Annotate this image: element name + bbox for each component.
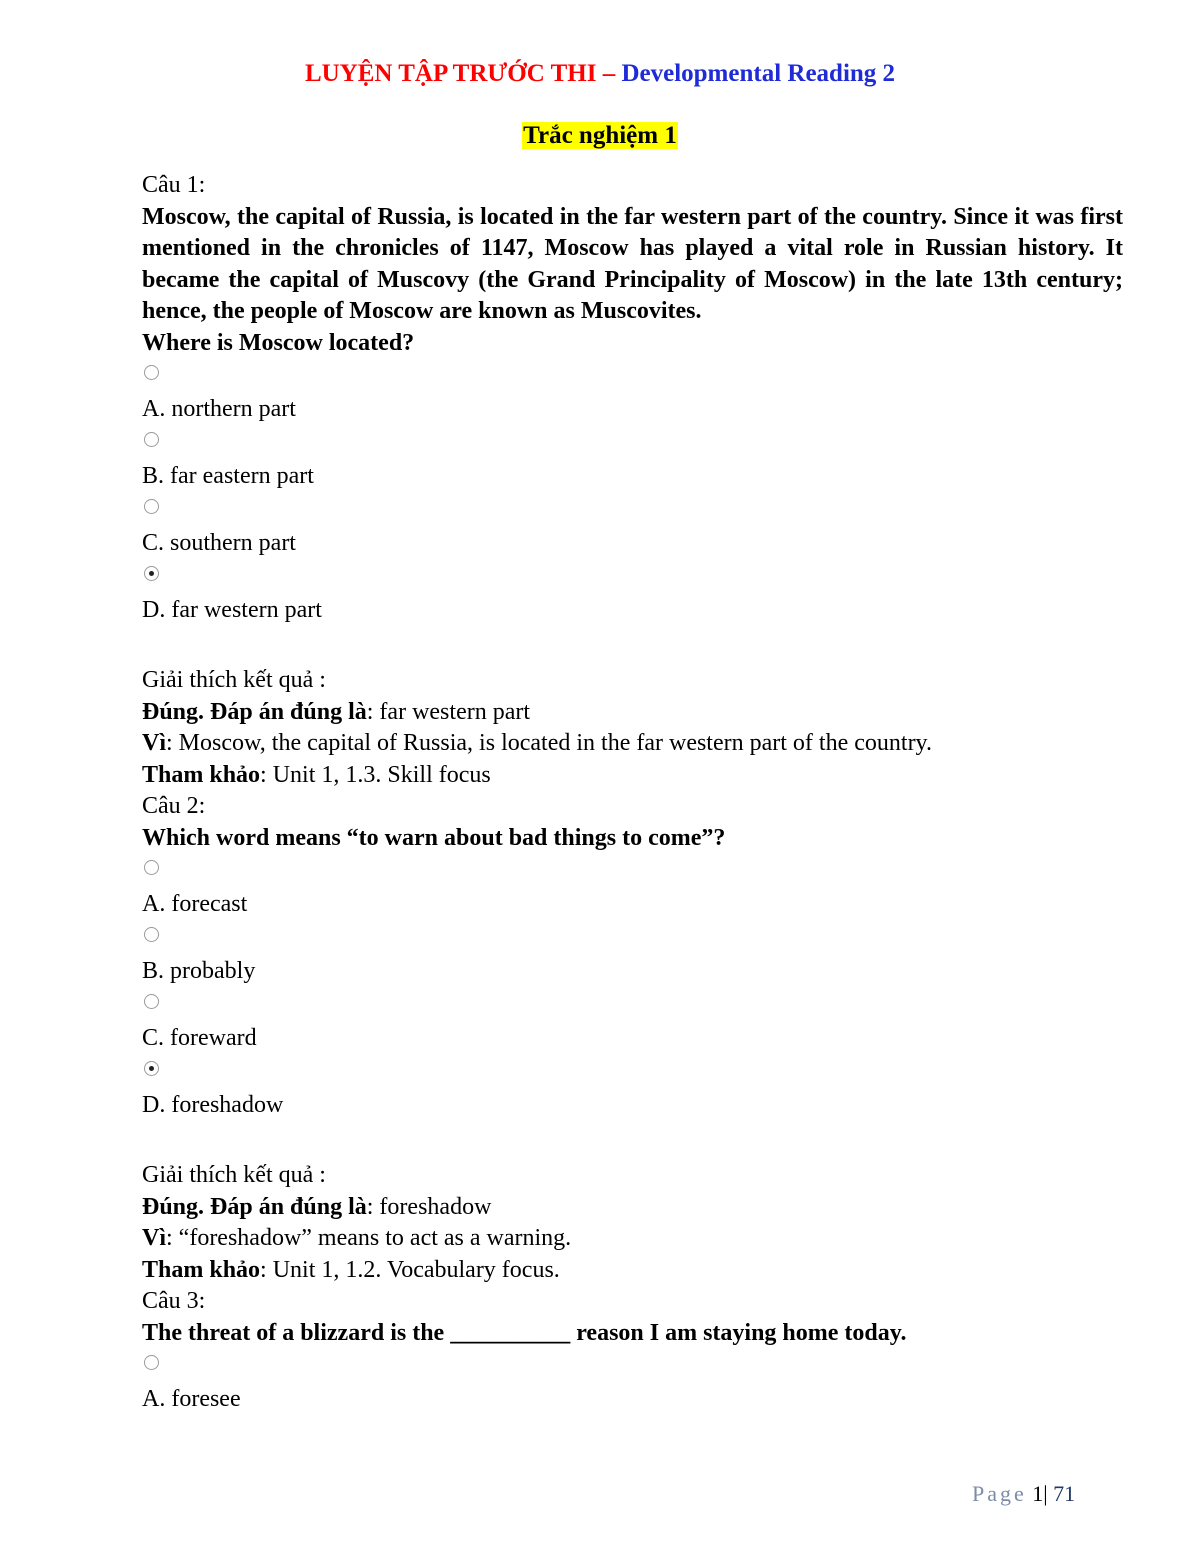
q2-reference [142,1255,1123,1287]
reference-value: : Unit 1, 1.2. Vocabulary focus. [260,1256,560,1283]
radio-button[interactable] [144,994,159,1009]
question-1-label: Câu 1: [142,172,206,198]
q2-correct-answer [142,1192,1123,1224]
radio-button[interactable] [144,860,159,875]
q2-option-d-radio-row [142,1055,1123,1090]
page-footer [972,1480,1075,1508]
correct-answer-label: Đúng. Đáp án đúng là [142,1193,367,1220]
quiz-subtitle [0,120,1200,152]
reason-label: Vì [142,1225,166,1251]
radio-button[interactable] [144,927,159,942]
page-separator: | [1043,1481,1048,1506]
question-1-passage: Moscow, the capital of Russia, is located in the far western part of the country. Since it was first mentioned in the chronicles of 1147, Moscow has played a vital role in Russian history. It became the capital of Muscovy (the Grand Principality of Moscow) in the late 13th century; hence, the people of Moscow are known as Muscovites. [142,203,1123,324]
question-3-text: The threat of a blizzard is the __________ reason I am staying home today. [142,1319,907,1346]
radio-button-selected[interactable] [144,1061,159,1076]
q2-reason [142,1223,1123,1255]
correct-answer-value: : far western part [366,698,531,725]
radio-button[interactable] [144,1355,159,1370]
question-3-label: Câu 3: [142,1288,206,1314]
reference-label: Tham khảo [142,1256,261,1283]
reason-value: : Moscow, the capital of Russia, is located in the far western part of the country. [166,730,932,756]
radio-button[interactable] [144,432,159,447]
question-2-label: Câu 2: [142,793,206,819]
q1-option-a: A. northern part [142,396,296,422]
q2-option-b: B. probably [142,958,256,984]
q1-option-b-radio-row [142,426,1123,461]
reason-value: : “foreshadow” means to act as a warning. [166,1225,572,1251]
correct-answer-label: Đúng. Đáp án đúng là [142,698,367,725]
q1-option-c-radio-row [142,493,1123,528]
q1-option-b: B. far eastern part [142,463,314,489]
page-word: Page [972,1481,1027,1506]
q2-option-b-radio-row [142,921,1123,956]
q1-reference [142,760,1123,792]
radio-button[interactable] [144,365,159,380]
q3-option-a: A. foresee [142,1386,241,1412]
q1-option-d: D. far western part [142,597,322,623]
radio-button[interactable] [144,499,159,514]
q2-option-c-radio-row [142,988,1123,1023]
q1-option-c: C. southern part [142,530,296,556]
correct-answer-value: : foreshadow [366,1193,492,1220]
reference-value: : Unit 1, 1.3. Skill focus [260,761,491,788]
reason-label: Vì [142,730,166,756]
quiz-content [142,170,1123,1416]
q1-option-a-radio-row [142,359,1123,394]
document-title [0,58,1200,90]
q2-option-a: A. forecast [142,891,248,917]
subtitle-highlight: Trắc nghiệm 1 [523,122,677,149]
question-2-text: Which word means “to warn about bad things to come”? [142,824,726,851]
q1-reason [142,728,1123,760]
radio-button-selected[interactable] [144,566,159,581]
q1-correct-answer [142,697,1123,729]
q1-option-d-radio-row [142,560,1123,595]
title-course: Developmental Reading 2 [621,60,896,87]
q2-option-a-radio-row [142,854,1123,889]
title-vietnamese: LUYỆN TẬP TRƯỚC THI – [304,60,616,87]
q3-option-a-radio-row [142,1349,1123,1384]
page-total: 71 [1053,1481,1076,1506]
reference-label: Tham khảo [142,761,261,788]
q2-option-d: D. foreshadow [142,1092,284,1118]
q1-explanation-label: Giải thích kết quả : [142,667,326,693]
question-1-text: Where is Moscow located? [142,329,415,356]
page-number: 1 [1032,1481,1044,1506]
q2-option-c: C. foreward [142,1025,257,1051]
q2-explanation-label: Giải thích kết quả : [142,1162,326,1188]
